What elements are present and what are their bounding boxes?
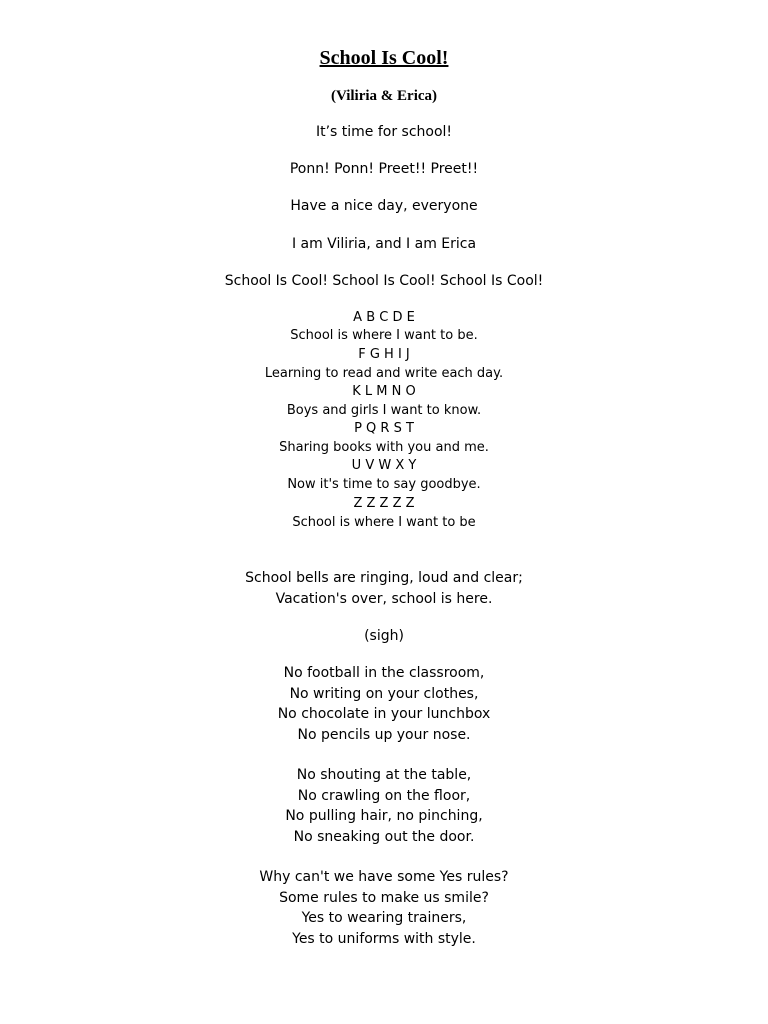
intro-line: Ponn! Ponn! Preet!! Preet!! <box>289 161 479 177</box>
alphabet-verse: Sharing books with you and me. <box>279 440 489 455</box>
bells-line: Vacation's over, school is here. <box>275 591 493 607</box>
yes-rule-line: Yes to uniforms with style. <box>292 931 476 947</box>
bells-line: School bells are ringing, loud and clear; <box>245 570 523 586</box>
alphabet-letters: U V W X Y <box>351 458 417 473</box>
alphabet-verse: School is where I want to be. <box>290 328 478 343</box>
no-rule-line: No chocolate in your lunchbox <box>277 706 491 722</box>
alphabet-letters: P Q R S T <box>354 421 414 436</box>
intro-line: Have a nice day, everyone <box>290 198 478 214</box>
yes-rule-line: Yes to wearing trainers, <box>301 910 467 926</box>
no-rule-line: No football in the classroom, <box>283 665 485 681</box>
alphabet-verse: Learning to read and write each day. <box>264 366 504 381</box>
poem-title: School Is Cool! <box>319 47 449 69</box>
poem-authors: (Viliria & Erica) <box>330 88 438 104</box>
alphabet-verse: Boys and girls I want to know. <box>286 403 482 418</box>
alphabet-verse: Now it's time to say goodbye. <box>287 477 481 492</box>
intro-line: It’s time for school! <box>315 124 453 140</box>
intro-line: I am Viliria, and I am Erica <box>291 236 477 252</box>
alphabet-letters: K L M N O <box>352 384 416 399</box>
yes-rule-line: Why can't we have some Yes rules? <box>259 869 509 885</box>
alphabet-verse: School is where I want to be <box>292 515 476 530</box>
alphabet-letters: F G H I J <box>358 347 410 362</box>
no-rule-line: No crawling on the floor, <box>297 788 471 804</box>
no-rule-line: No pulling hair, no pinching, <box>285 808 483 824</box>
yes-rule-line: Some rules to make us smile? <box>279 890 489 906</box>
intro-line: School Is Cool! School Is Cool! School Is Cool! <box>224 273 544 289</box>
no-rule-line: No sneaking out the door. <box>293 829 475 845</box>
no-rule-line: No shouting at the table, <box>296 767 472 783</box>
no-rule-line: No pencils up your nose. <box>297 727 471 743</box>
no-rule-line: No writing on your clothes, <box>289 686 479 702</box>
alphabet-letters: Z Z Z Z Z <box>353 496 415 511</box>
alphabet-letters: A B C D E <box>353 310 415 325</box>
sigh-line: (sigh) <box>364 628 404 644</box>
